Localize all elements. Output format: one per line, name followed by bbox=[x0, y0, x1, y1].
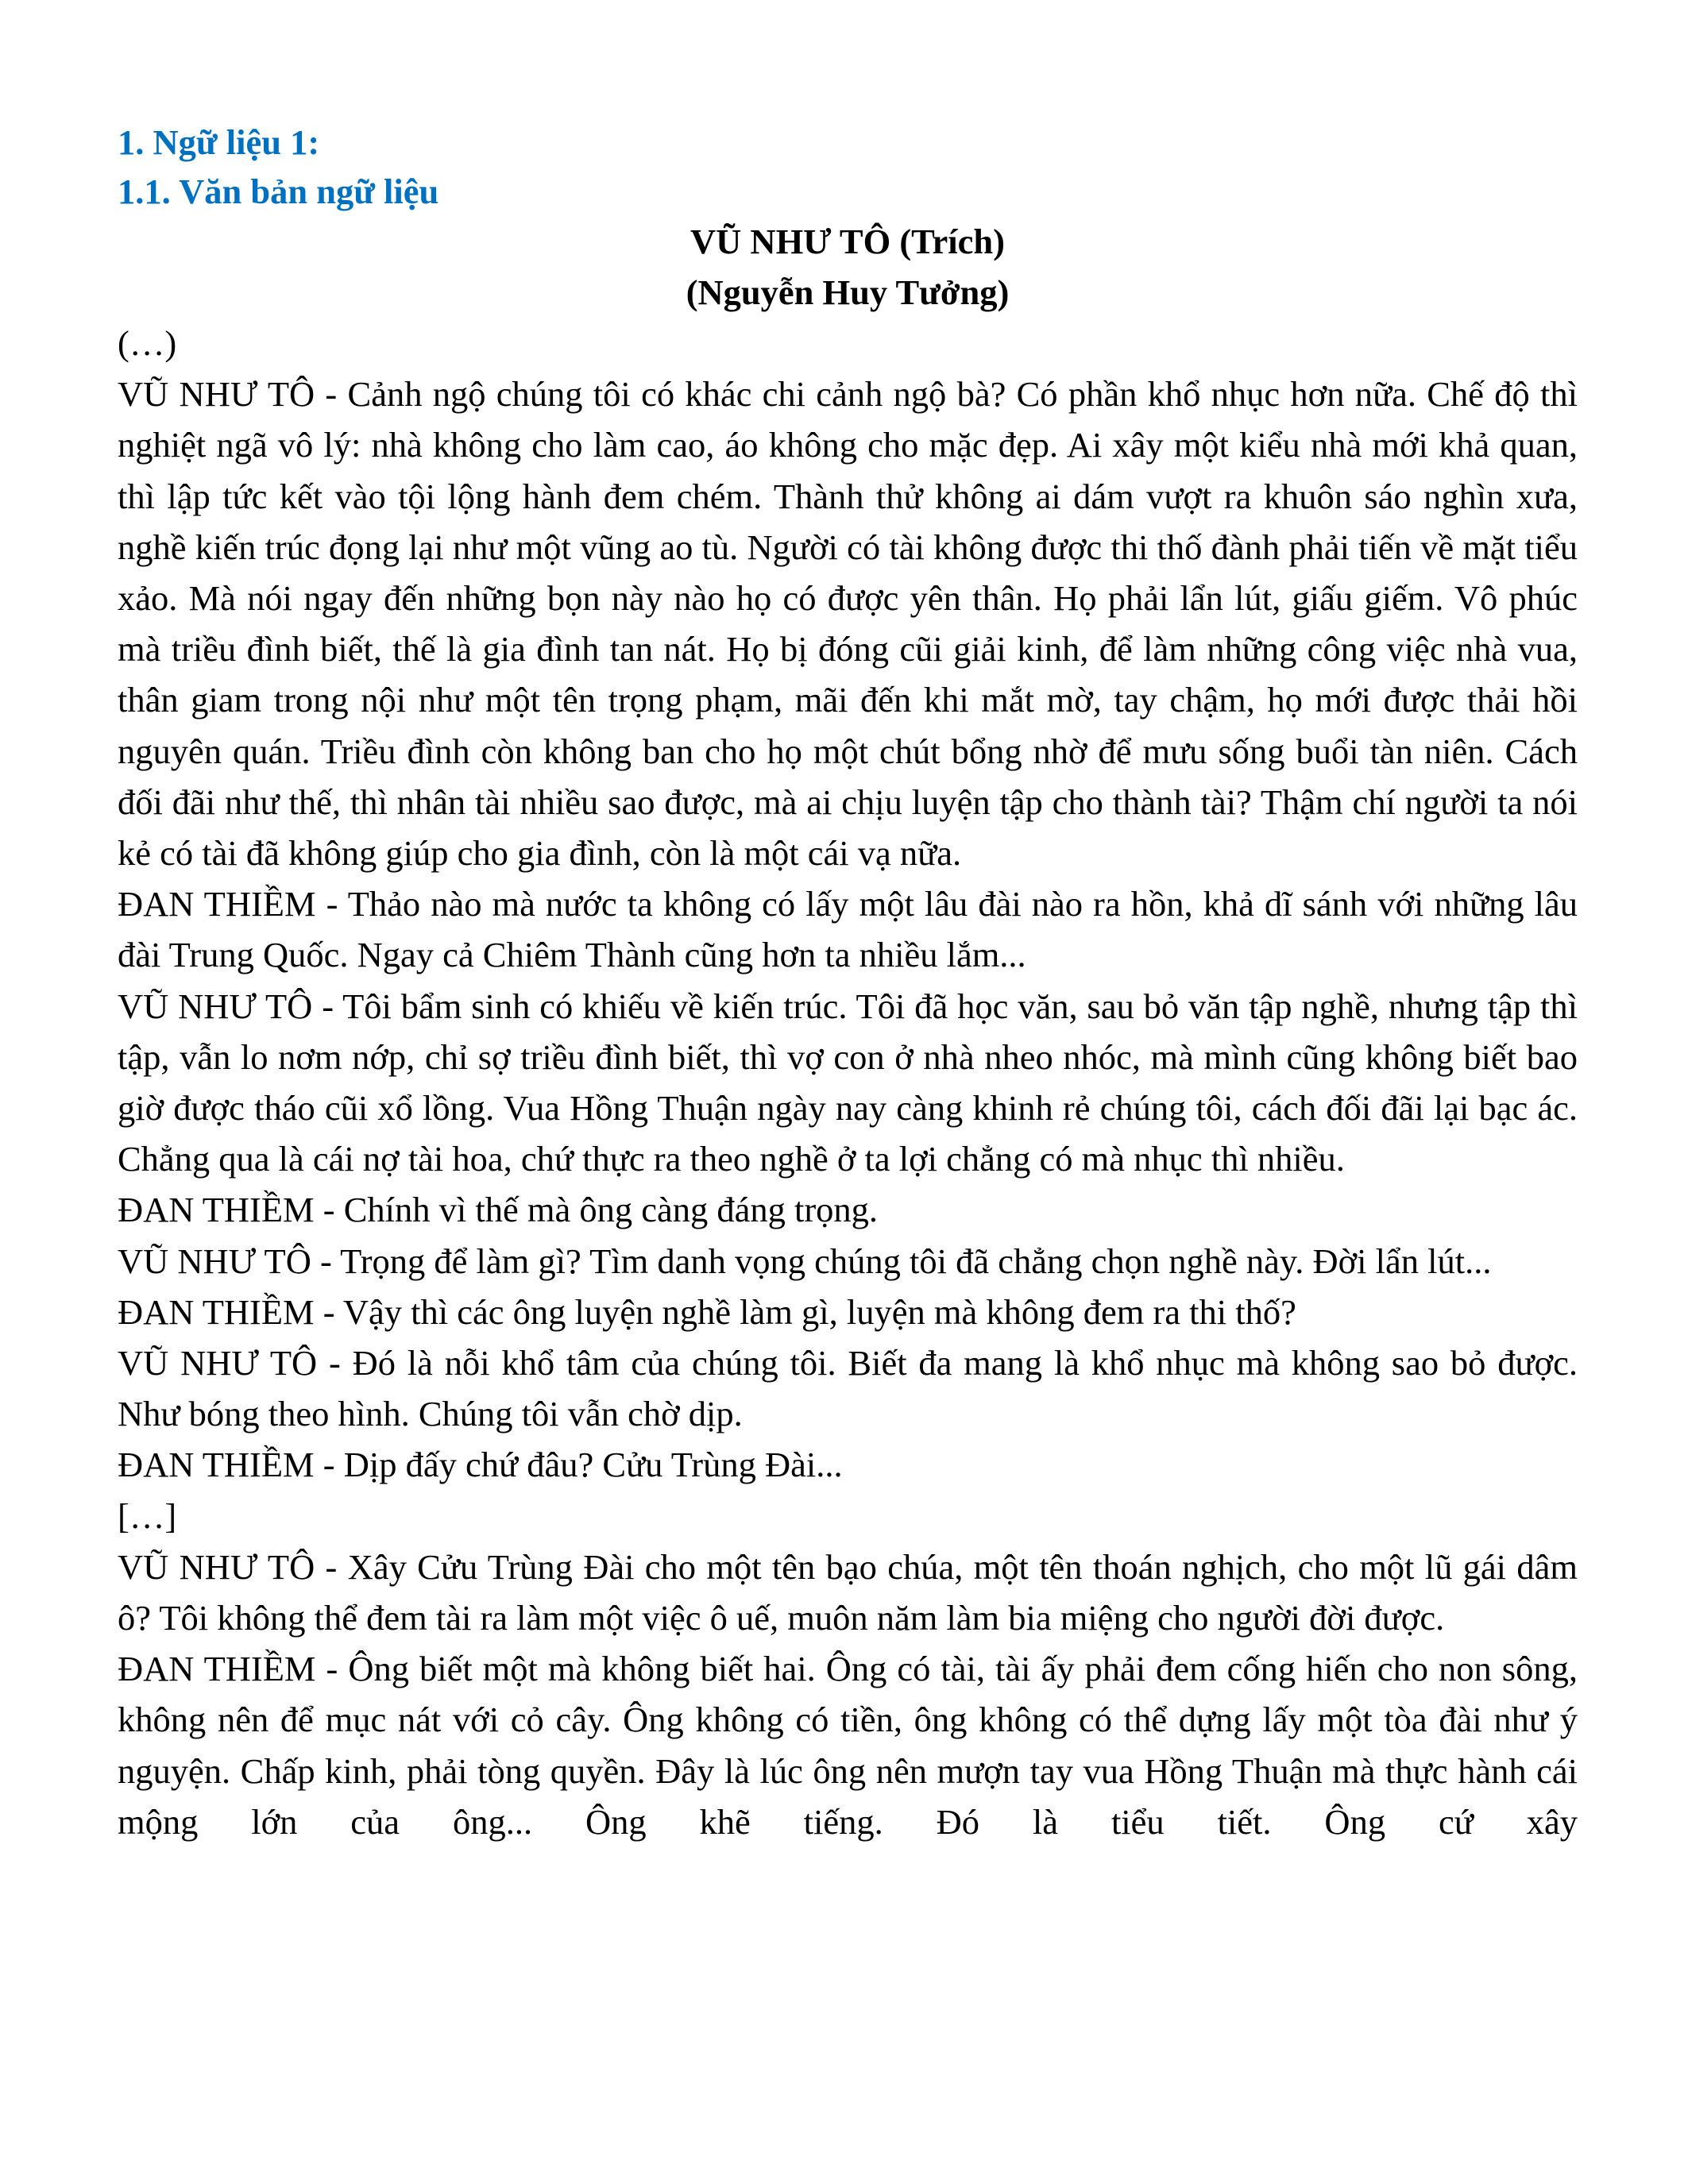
dialogue-paragraph bbox=[118, 1287, 1578, 1337]
dialogue-text: - Tôi bẩm sinh có khiếu về kiến trúc. Tôi đã học văn, sau bỏ văn tập nghề, nhưng tập thì tập, vẫn lo nơm nớp, chỉ sợ triều đình biết, thì vợ con ở nhà nheo nhóc, mà mình cũng không biết bao giờ được tháo cũi xổ lồng. Vua Hồng Thuận ngày nay càng khinh rẻ chúng tôi, cách đối đãi lại bạc ác. Chẳng qua là cái nợ tài hoa, chứ thực ra theo nghề ở ta lợi chẳng có mà nhục thì nhiều. bbox=[118, 986, 1578, 1179]
document-page bbox=[118, 118, 1578, 1847]
dialogue-text: […] bbox=[118, 1495, 177, 1536]
work-author: (Nguyễn Huy Tưởng) bbox=[686, 272, 1010, 312]
dialogue-text: - Dịp đấy chứ đâu? Cửu Trùng Đài... bbox=[314, 1445, 843, 1485]
dialogue-text: - Thảo nào mà nước ta không có lấy một lâu đài nào ra hồn, khả dĩ sánh với những lâu đài Trung Quốc. Ngay cả Chiêm Thành cũng hơn ta nhiều lắm... bbox=[118, 884, 1578, 975]
dialogue-text: - Cảnh ngộ chúng tôi có khác chi cảnh ngộ bà? Có phần khổ nhục hơn nữa. Chế độ thì nghiệt ngã vô lý: nhà không cho làm cao, áo không cho mặc đẹp. Ai xây một kiểu nhà mới khả quan, thì lập tức kết vào tội lộng hành đem chém. Thành thử không ai dám vượt ra khuôn sáo nghìn xưa, nghề kiến trúc đọng lại như một vũng ao tù. Người có tài không được thi thố đành phải tiến về mặt tiểu xảo. Mà nói ngay đến những bọn này nào họ có được yên thân. Họ phải lẩn lút, giấu giếm. Vô phúc mà triều đình biết, thế là gia đình tan nát. Họ bị đóng cũi giải kinh, để làm những công việc nhà vua, thân giam trong nội như một tên trọng phạm, mãi đến khi mắt mờ, tay chậm, họ mới được thải hồi nguyên quán. Triều đình còn không ban cho họ một chút bổng nhờ để mưu sống buổi tàn niên. Cách đối đãi như thế, thì nhân tài nhiều sao được, mà ai chịu luyện tập cho thành tài? Thậm chí người ta nói kẻ có tài đã không giúp cho gia đình, còn là một cái vạ nữa. bbox=[118, 374, 1578, 874]
dialogue-text: - Xây Cửu Trùng Đài cho một tên bạo chúa, một tên thoán nghịch, cho một lũ gái dâm ô? Tôi không thể đem tài ra làm một việc ô uế, muôn năm làm bia miệng cho người đời được. bbox=[118, 1546, 1578, 1638]
dialogue-text: - Ông biết một mà không biết hai. Ông có tài, tài ấy phải đem cống hiến cho non sông, không nên để mục nát với cỏ cây. Ông không có tiền, ông không có thể dựng lấy một tòa đài như ý nguyện. Chấp kinh, phải tòng quyền. Đây là lúc ông nên mượn tay vua Hồng Thuận mà thực hành cái mộng lớn của ông... Ông khẽ tiếng. Đó là tiểu tiết. Ông cứ xây bbox=[118, 1649, 1578, 1842]
speaker-name: ĐAN THIỀM bbox=[118, 1445, 315, 1485]
dialogue-paragraph bbox=[118, 1184, 1578, 1235]
dialogue-text: - Chính vì thế mà ông càng đáng trọng. bbox=[314, 1190, 879, 1230]
speaker-name: VŨ NHƯ TÔ bbox=[118, 986, 313, 1026]
speaker-name: ĐAN THIỀM bbox=[118, 1291, 315, 1332]
speaker-name: VŨ NHƯ TÔ bbox=[118, 1343, 318, 1383]
speaker-name: VŨ NHƯ TÔ bbox=[118, 374, 315, 415]
section-heading: 1. Ngữ liệu 1: bbox=[118, 122, 320, 162]
subsection-heading: 1.1. Văn bản ngữ liệu bbox=[118, 172, 439, 211]
ellipsis-marker bbox=[118, 1491, 1578, 1542]
dialogue-text: - Vậy thì các ông luyện nghề làm gì, luyện mà không đem ra thi thố? bbox=[314, 1291, 1296, 1332]
dialogue-paragraph bbox=[118, 1643, 1578, 1847]
dialogue-text: (…) bbox=[118, 323, 177, 363]
speaker-name: ĐAN THIỀM bbox=[118, 1190, 315, 1230]
dialogue-paragraph bbox=[118, 1337, 1578, 1439]
speaker-name: ĐAN THIỀM bbox=[118, 1649, 316, 1689]
dialogue-paragraph bbox=[118, 1542, 1578, 1643]
dialogue-paragraph bbox=[118, 878, 1578, 980]
ellipsis-marker bbox=[118, 318, 1578, 369]
speaker-name: VŨ NHƯ TÔ bbox=[118, 1546, 315, 1587]
excerpt-body bbox=[118, 318, 1578, 1847]
dialogue-paragraph bbox=[118, 1236, 1578, 1287]
dialogue-paragraph bbox=[118, 1439, 1578, 1490]
dialogue-text: - Đó là nỗi khổ tâm của chúng tôi. Biết đa mang là khổ nhục mà không sao bỏ được. Như bóng theo hình. Chúng tôi vẫn chờ dịp. bbox=[118, 1343, 1578, 1434]
dialogue-paragraph bbox=[118, 981, 1578, 1185]
work-title: VŨ NHƯ TÔ (Trích) bbox=[690, 222, 1005, 261]
speaker-name: ĐAN THIỀM bbox=[118, 884, 316, 924]
dialogue-paragraph bbox=[118, 369, 1578, 878]
speaker-name: VŨ NHƯ TÔ bbox=[118, 1241, 311, 1281]
dialogue-text: - Trọng để làm gì? Tìm danh vọng chúng tôi đã chẳng chọn nghề này. Đời lẩn lút... bbox=[311, 1241, 1492, 1281]
